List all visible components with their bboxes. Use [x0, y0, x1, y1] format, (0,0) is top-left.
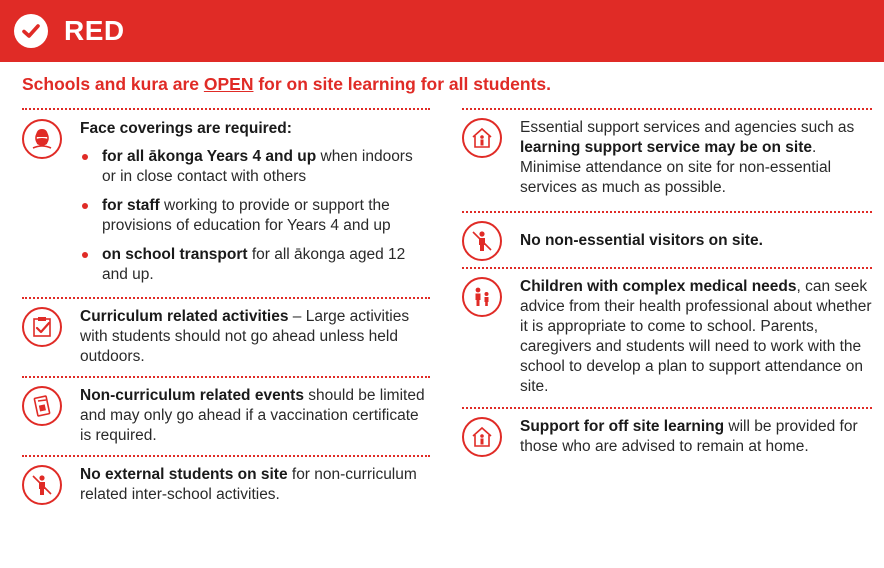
divider: [22, 108, 430, 110]
essential-services-section: Essential support services and agencies such as learning support service may be on site. Minimise attendance on site for non-essential services as much as possible.: [462, 118, 872, 198]
headline: Schools and kura are OPEN for on site learning for all students.: [22, 74, 552, 94]
face-coverings-heading: Face coverings are required:: [80, 120, 292, 137]
right-column: [462, 108, 872, 457]
divider: [462, 108, 872, 110]
open-label: OPEN: [203, 74, 254, 94]
divider: [462, 211, 872, 213]
list-item: for all ākonga Years 4 and up when indoors or in close contact with others: [80, 147, 430, 187]
school-building-icon: [462, 118, 502, 158]
face-coverings-section: [22, 119, 430, 294]
left-column: [22, 108, 430, 505]
list-item: on school transport for all ākonga aged 12 and up.: [80, 245, 430, 285]
list-item: for staff working to provide or support the provisions of education for Years 4 and up: [80, 196, 430, 236]
no-person-icon: [22, 465, 62, 505]
vaccination-certificate-icon: [22, 386, 62, 426]
curriculum-section: Curriculum related activities – Large activities with students should not go ahead unless held outdoors.: [22, 307, 430, 367]
divider: [462, 267, 872, 269]
divider: [22, 297, 430, 299]
visitors-section: No non-essential visitors on site.: [462, 221, 872, 261]
divider: [462, 407, 872, 409]
no-visitors-icon: [462, 221, 502, 261]
home-learning-icon: [462, 417, 502, 457]
divider: [22, 455, 430, 457]
check-icon: [14, 14, 48, 48]
banner-title: RED: [64, 15, 125, 46]
divider: [22, 376, 430, 378]
medical-needs-section: Children with complex medical needs, can seek advice from their health professional about whether it is appropriate to come to school. Parents, caregivers and students will need to work with the school to develop a plan to support attendance on site.: [462, 277, 872, 397]
non-curriculum-section: Non-curriculum related events should be limited and may only go ahead if a vaccination certificate is required.: [22, 386, 430, 446]
alert-level-banner: [0, 0, 884, 62]
external-students-section: No external students on site for non-curriculum related inter-school activities.: [22, 465, 430, 505]
face-mask-icon: [22, 119, 62, 159]
off-site-learning-section: Support for off site learning will be provided for those who are advised to remain at home.: [462, 417, 872, 457]
checklist-icon: [22, 307, 62, 347]
children-icon: [462, 277, 502, 317]
